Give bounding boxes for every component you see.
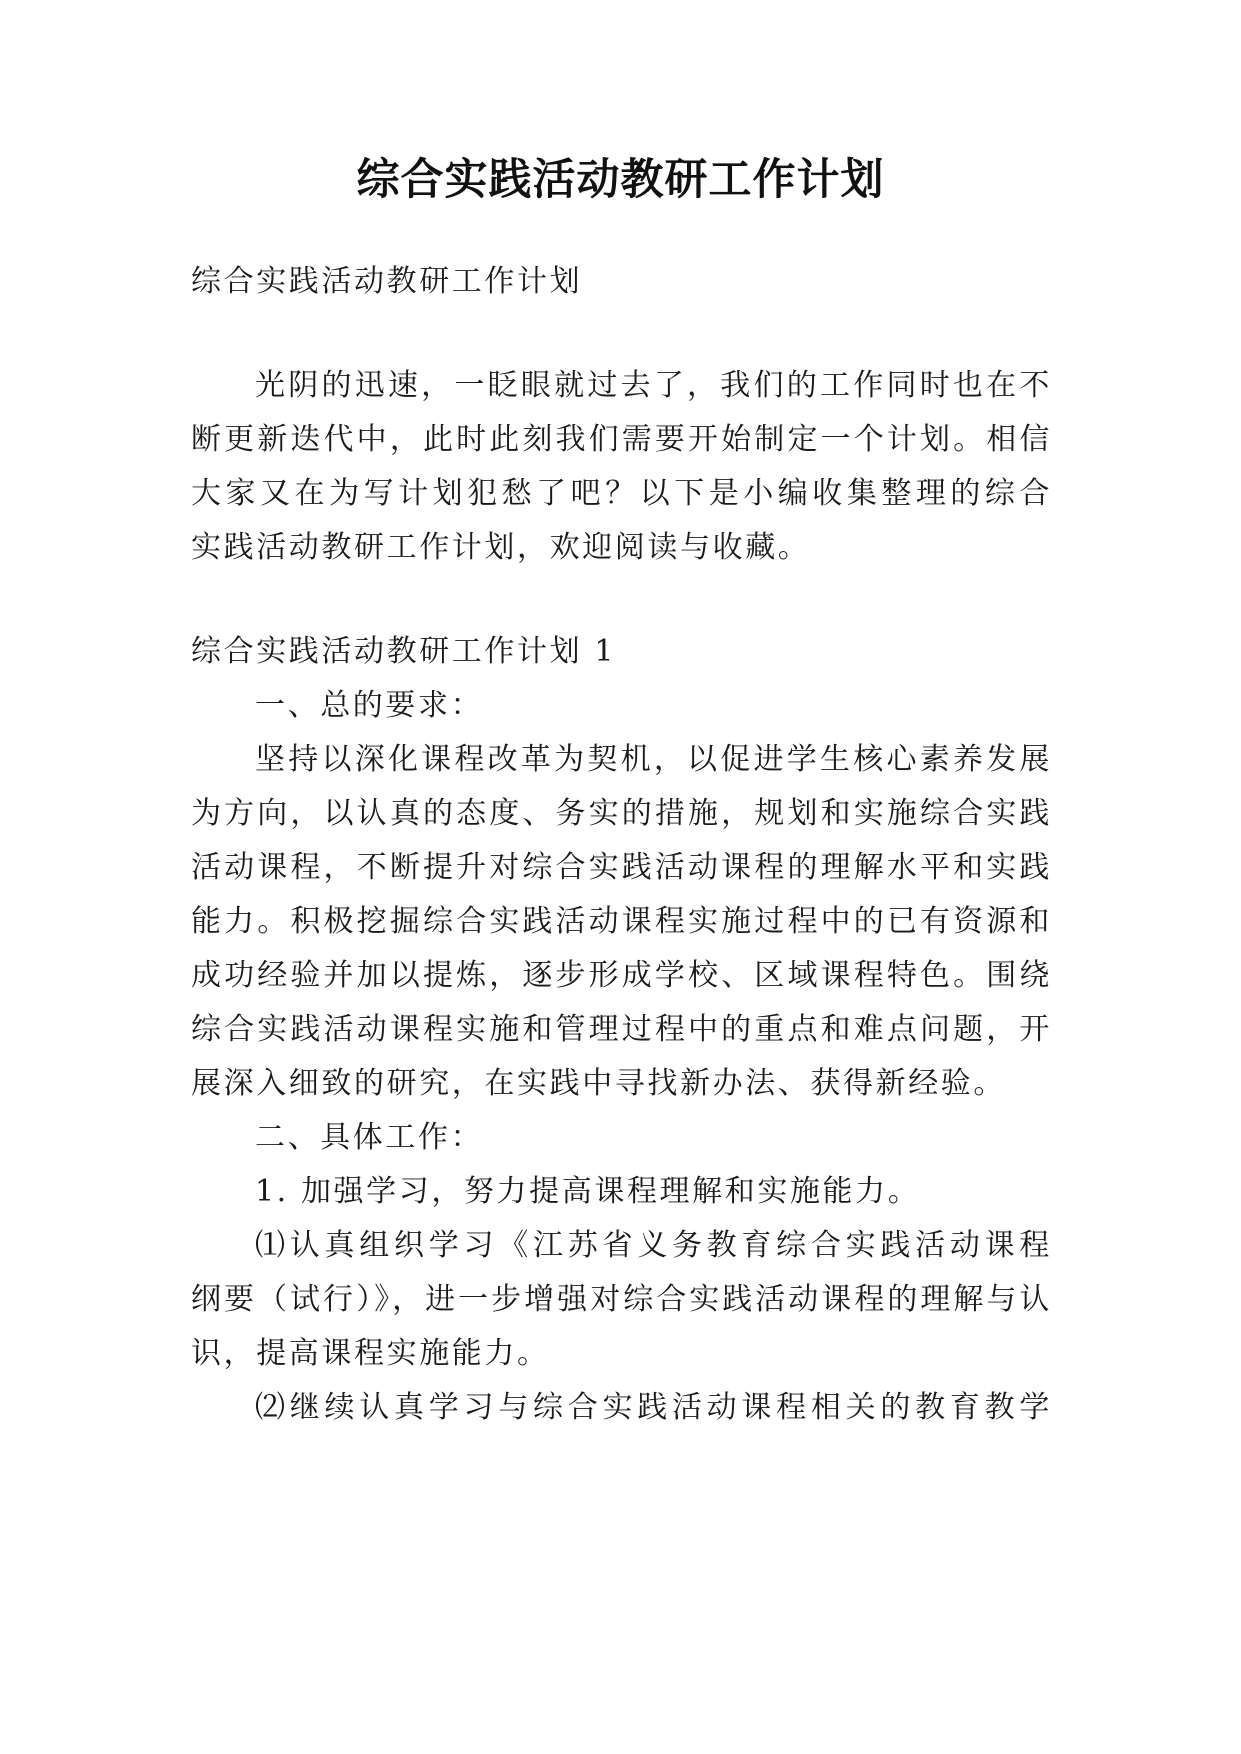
intro-line: 实践活动教研工作计划，欢迎阅读与收藏。 — [191, 530, 811, 565]
part-one-line: 坚持以深化课程改革为契机，以促进学生核心素养发展 — [255, 742, 1052, 777]
part-two-heading: 二、具体工作： — [255, 1120, 484, 1155]
part-one-line: 为方向，以认真的态度、务实的措施，规划和实施综合实践 — [191, 796, 1052, 831]
document-title: 综合实践活动教研工作计划 — [356, 155, 885, 205]
intro-line: 光阴的迅速，一眨眼就过去了，我们的工作同时也在不 — [255, 368, 1052, 403]
part-one-line: 成功经验并加以提炼，逐步形成学校、区域课程特色。围绕 — [191, 958, 1052, 993]
item-one-sub-one-line: ⑴认真组织学习《江苏省义务教育综合实践活动课程 — [255, 1228, 1052, 1263]
document-subtitle: 综合实践活动教研工作计划 — [191, 264, 583, 299]
item-one-sub-two-line: ⑵继续认真学习与综合实践活动课程相关的教育教学 — [255, 1390, 1052, 1425]
part-one-line: 活动课程，不断提升对综合实践活动课程的理解水平和实践 — [191, 850, 1052, 885]
part-one-heading: 一、总的要求： — [255, 688, 484, 723]
part-one-line: 能力。积极挖掘综合实践活动课程实施过程中的已有资源和 — [191, 904, 1052, 939]
section-heading: 综合实践活动教研工作计划 1 — [191, 634, 617, 669]
part-one-line: 综合实践活动课程实施和管理过程中的重点和难点问题，开 — [191, 1012, 1052, 1047]
intro-line: 断更新迭代中，此时此刻我们需要开始制定一个计划。相信 — [191, 422, 1052, 457]
item-one-sub-one-line: 识，提高课程实施能力。 — [191, 1336, 550, 1371]
item-one-sub-one-line: 纲要（试行）》，进一步增强对综合实践活动课程的理解与认 — [191, 1282, 1052, 1317]
part-one-line: 展深入细致的研究，在实践中寻找新办法、获得新经验。 — [191, 1066, 1006, 1101]
intro-line: 大家又在为写计划犯愁了吧？以下是小编收集整理的综合 — [191, 476, 1052, 511]
item-one-heading: 1. 加强学习，努力提高课程理解和实施能力。 — [255, 1174, 921, 1209]
